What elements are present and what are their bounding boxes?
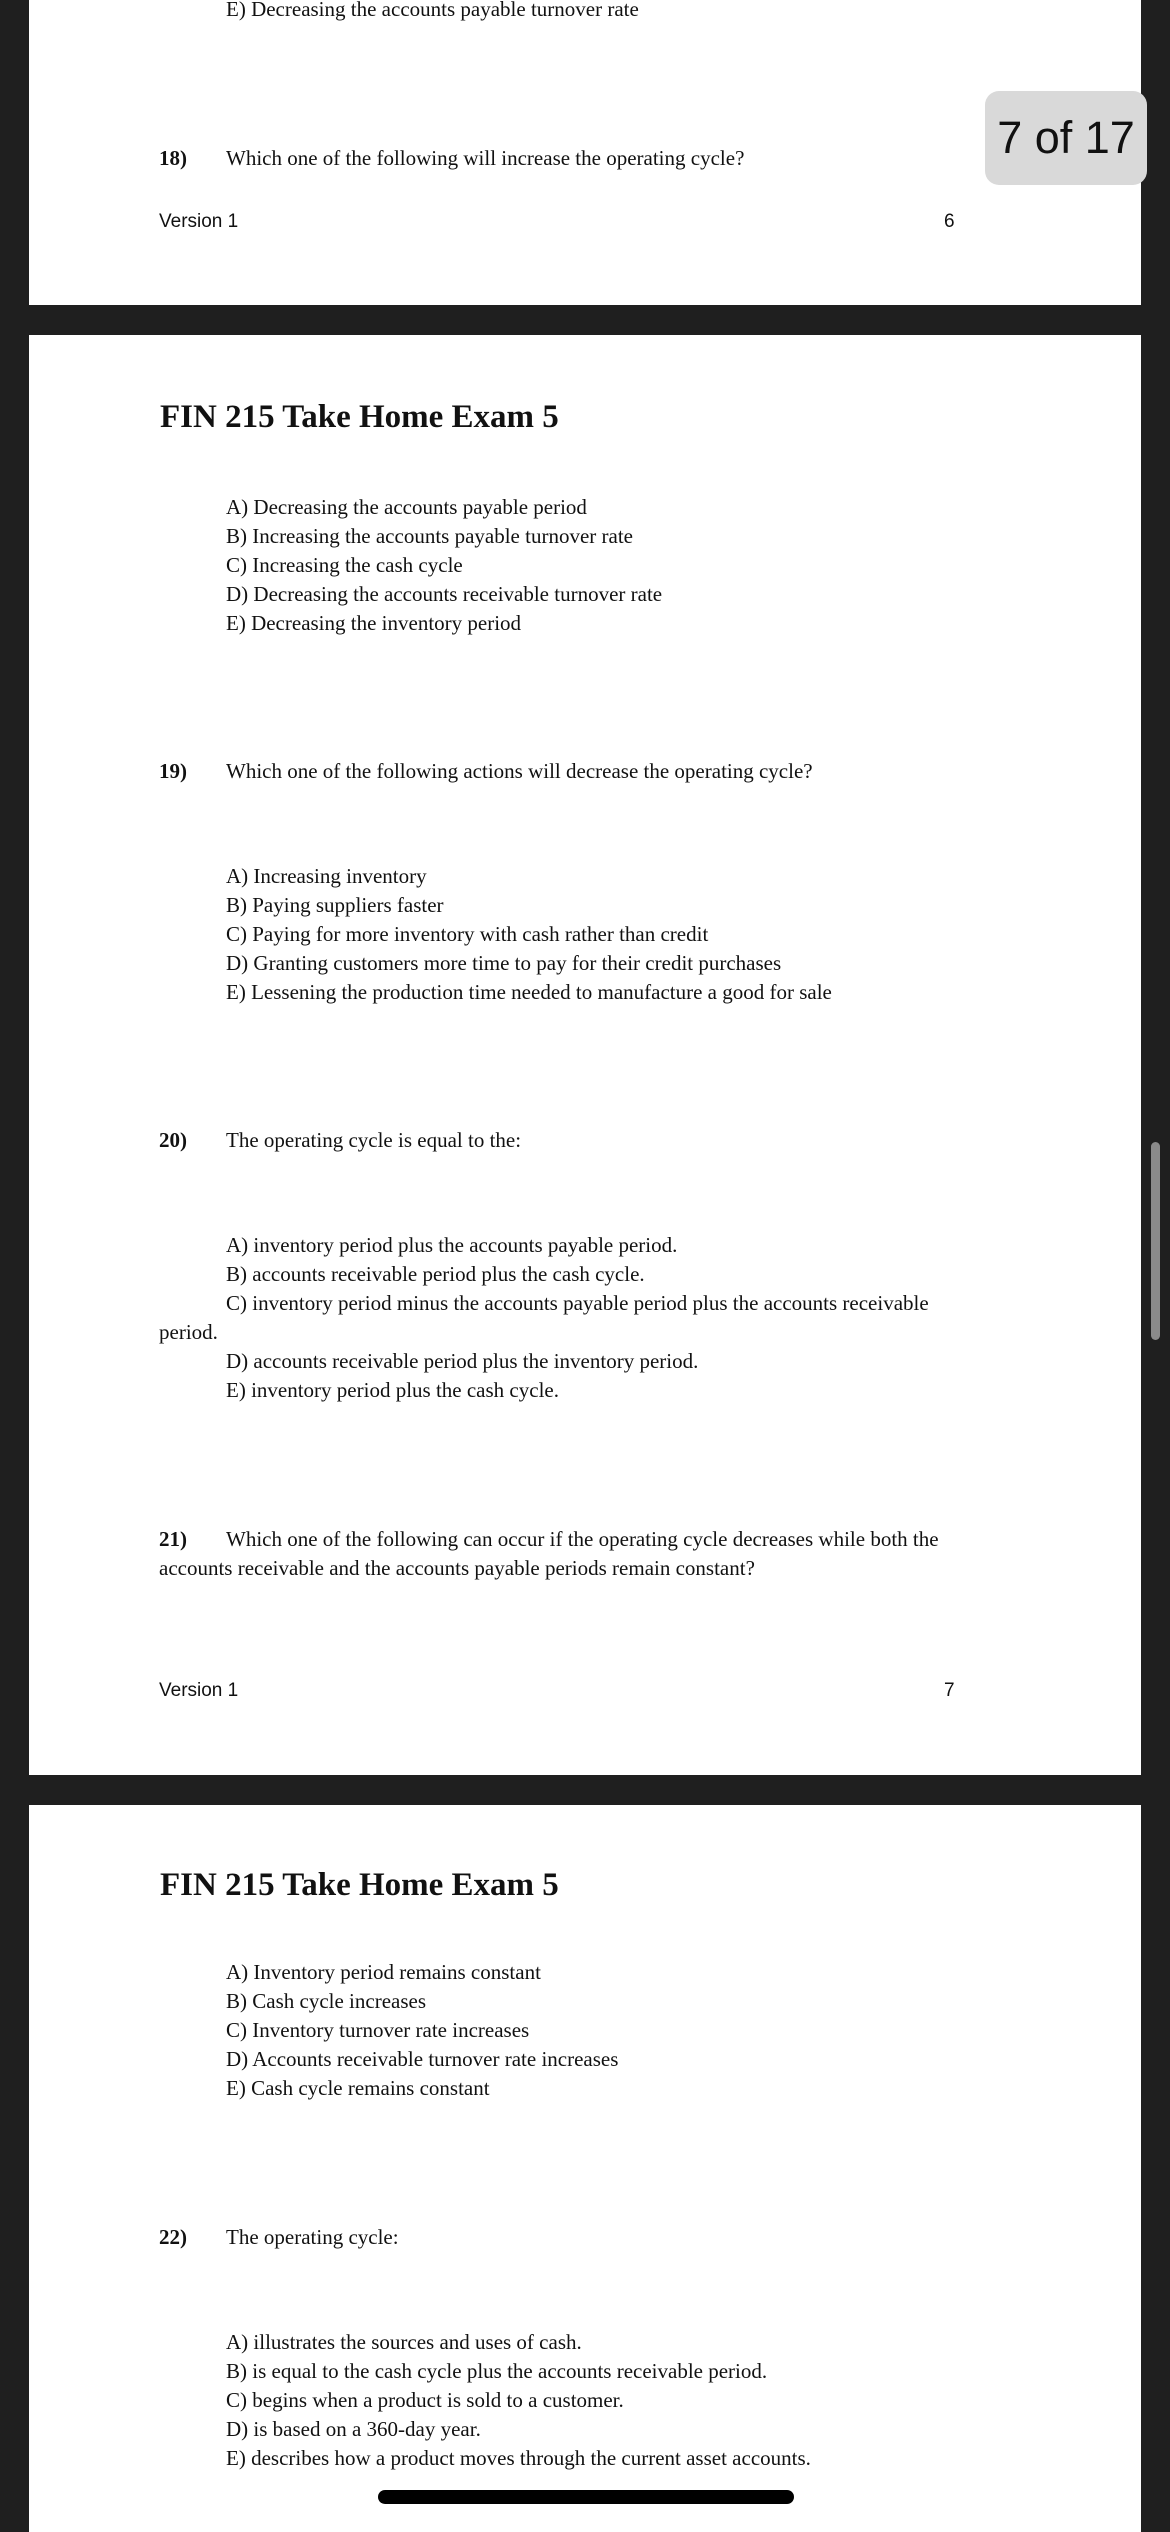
q18-option-c: C) Increasing the cash cycle — [226, 553, 463, 577]
page-header-title: FIN 215 Take Home Exam 5 — [160, 1867, 559, 1903]
q18-option-d: D) Decreasing the accounts receivable turnover rate — [226, 582, 663, 606]
footer-version: Version 1 — [159, 1680, 239, 1701]
q20-text: The operating cycle is equal to the: — [226, 1128, 522, 1152]
q21-option-a: A) Inventory period remains constant — [226, 1960, 541, 1984]
pdf-page-8 — [29, 1805, 1141, 2532]
pdf-page-7 — [29, 335, 1141, 1775]
q18-number: 18) — [159, 146, 187, 170]
q18-option-a: A) Decreasing the accounts payable period — [226, 495, 587, 519]
q19-option-e: E) Lessening the production time needed to manufacture a good for sale — [226, 980, 832, 1004]
q22-option-b: B) is equal to the cash cycle plus the accounts receivable period. — [226, 2359, 768, 2383]
footer-page-number: 7 — [944, 1680, 955, 1701]
q21-option-c: C) Inventory turnover rate increases — [226, 2018, 530, 2042]
q21-option-e: E) Cash cycle remains constant — [226, 2076, 490, 2100]
q20-option-e: E) inventory period plus the cash cycle. — [226, 1378, 559, 1402]
pdf-page-6 — [29, 0, 1141, 305]
q21-number: 21) — [159, 1527, 187, 1551]
q20-option-c-wrap: period. — [159, 1320, 218, 1344]
q18-option-e: E) Decreasing the inventory period — [226, 611, 522, 635]
q20-number: 20) — [159, 1128, 187, 1152]
q22-option-a: A) illustrates the sources and uses of cash. — [226, 2330, 582, 2354]
page-header-title: FIN 215 Take Home Exam 5 — [160, 399, 559, 435]
scrollbar-thumb[interactable] — [1151, 1142, 1160, 1340]
q21-text-line2: accounts receivable and the accounts payable periods remain constant? — [159, 1556, 755, 1580]
q20-option-a: A) inventory period plus the accounts payable period. — [226, 1233, 678, 1257]
q19-option-b: B) Paying suppliers faster — [226, 893, 444, 917]
q20-option-b: B) accounts receivable period plus the cash cycle. — [226, 1262, 645, 1286]
q19-text: Which one of the following actions will decrease the operating cycle? — [226, 759, 813, 783]
footer-page-number: 6 — [944, 211, 955, 232]
q20-option-d: D) accounts receivable period plus the inventory period. — [226, 1349, 699, 1373]
q22-option-e: E) describes how a product moves through the current asset accounts. — [226, 2446, 811, 2470]
q19-option-a: A) Increasing inventory — [226, 864, 427, 888]
q21-option-b: B) Cash cycle increases — [226, 1989, 427, 2013]
q19-option-d: D) Granting customers more time to pay for their credit purchases — [226, 951, 782, 975]
q21-option-d: D) Accounts receivable turnover rate increases — [226, 2047, 619, 2071]
footer-version: Version 1 — [159, 211, 239, 232]
q22-option-d: D) is based on a 360-day year. — [226, 2417, 481, 2441]
page-indicator-badge: 7 of 17 — [985, 91, 1147, 185]
q21-text-line1: Which one of the following can occur if the operating cycle decreases while both the — [226, 1527, 939, 1551]
q22-number: 22) — [159, 2225, 187, 2249]
q20-option-c: C) inventory period minus the accounts payable period plus the accounts receivable — [226, 1291, 929, 1315]
q18-text: Which one of the following will increase the operating cycle? — [226, 146, 745, 170]
q22-option-c: C) begins when a product is sold to a customer. — [226, 2388, 624, 2412]
q19-number: 19) — [159, 759, 187, 783]
q19-option-c: C) Paying for more inventory with cash rather than credit — [226, 922, 709, 946]
home-indicator[interactable] — [378, 2490, 794, 2504]
q17-option-e: E) Decreasing the accounts payable turnover rate — [226, 0, 639, 21]
q22-text: The operating cycle: — [226, 2225, 399, 2249]
q18-option-b: B) Increasing the accounts payable turnover rate — [226, 524, 633, 548]
